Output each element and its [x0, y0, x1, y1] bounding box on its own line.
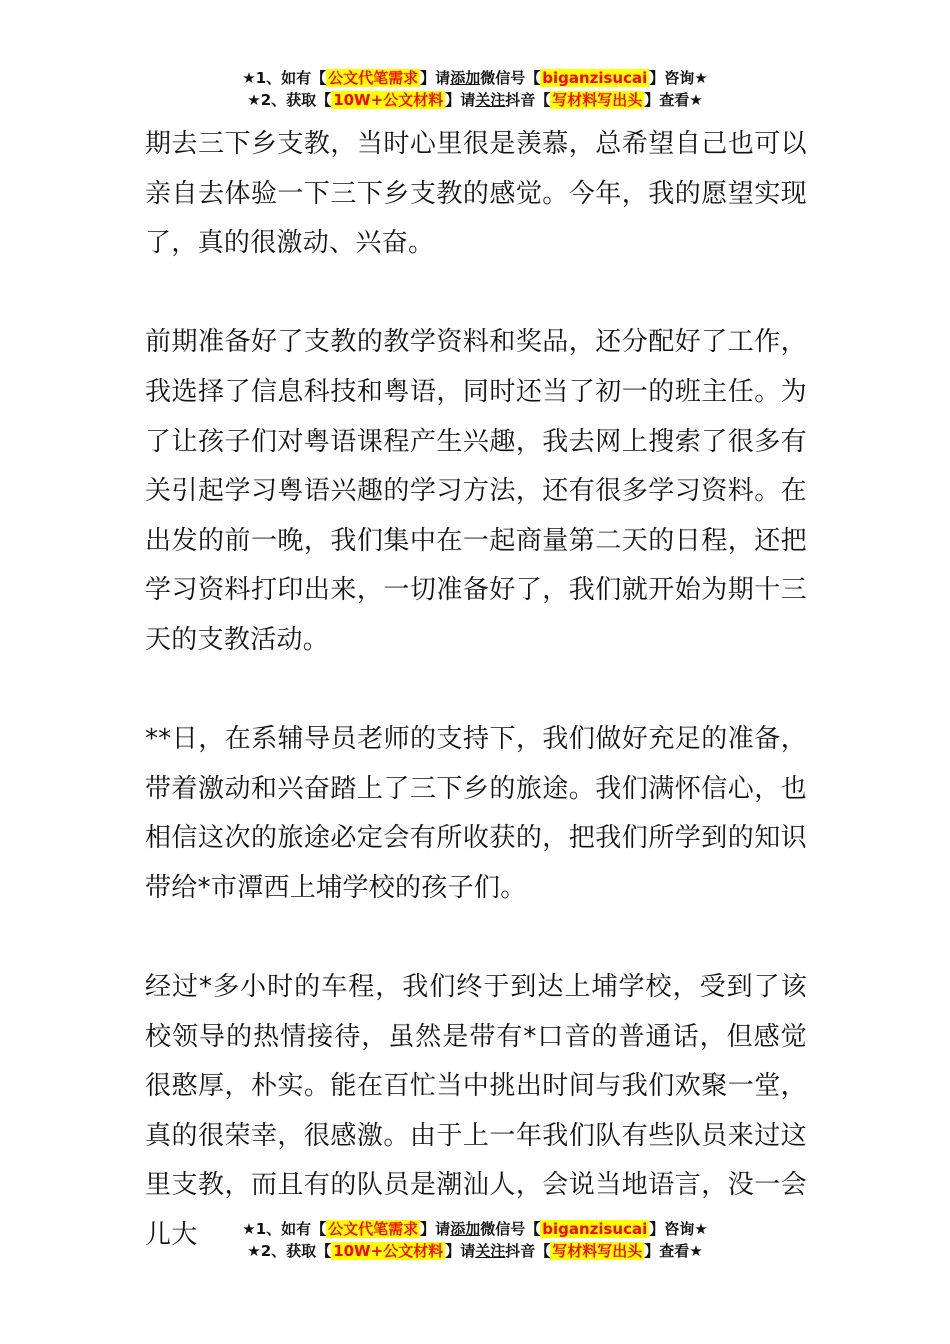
paragraph: 期去三下乡支教，当时心里很是羡慕，总希望自己也可以亲自去体验一下三下乡支教的感觉。今年，我的愿望实现了，真的很激动、兴奋。: [145, 129, 807, 259]
highlight-service: 公文代笔需求: [328, 69, 419, 87]
footer-banner: [0, 1218, 950, 1262]
highlight-wechat-id: biganzisucai: [542, 69, 648, 87]
highlight-douyin-account: 写材料写出头: [552, 1242, 643, 1260]
document-body: [145, 120, 807, 1261]
banner-line-2: ★2、获取【 10W+公文材料 】请关注抖音【 写材料写出头 】查看★: [247, 1242, 703, 1260]
paragraph: **日，在系辅导员老师的支持下，我们做好充足的准备，带着激动和兴奋踏上了三下乡的旅途。我们满怀信心，也相信这次的旅途必定会有所收获的，把我们所学到的知识带给*市潭西上埔学校的孩子们。: [145, 724, 807, 903]
highlight-wechat-id: biganzisucai: [542, 1220, 648, 1238]
highlight-materials: 10W+公文材料: [333, 91, 444, 109]
highlight-douyin-account: 写材料写出头: [552, 91, 643, 109]
banner-line-1: ★1、如有【 公文代笔需求 】请添加微信号【 biganzisucai 】咨询★: [242, 69, 708, 87]
paragraph: 经过*多小时的车程，我们终于到达上埔学校，受到了该校领导的热情接待，虽然是带有*口音的普通话，但感觉很憨厚，朴实。能在百忙当中挑出时间与我们欢聚一堂，真的很荣幸，很感激。由于上一年我们队有些队员来过这里支教，而且有的队员是潮汕人，会说当地语言，没一会儿大: [145, 972, 807, 1251]
header-banner: [0, 67, 950, 111]
highlight-service: 公文代笔需求: [328, 1220, 419, 1238]
highlight-materials: 10W+公文材料: [333, 1242, 444, 1260]
banner-line-1: ★1、如有【 公文代笔需求 】请添加微信号【 biganzisucai 】咨询★: [242, 1220, 708, 1238]
banner-line-2: ★2、获取【 10W+公文材料 】请关注抖音【 写材料写出头 】查看★: [247, 91, 703, 109]
paragraph: 前期准备好了支教的教学资料和奖品，还分配好了工作，我选择了信息科技和粤语，同时还当了初一的班主任。为了让孩子们对粤语课程产生兴趣，我去网上搜索了很多有关引起学习粤语兴趣的学习方法，还有很多学习资料。在出发的前一晚，我们集中在一起商量第二天的日程，还把学习资料打印出来，一切准备好了，我们就开始为期十三天的支教活动。: [145, 327, 807, 655]
